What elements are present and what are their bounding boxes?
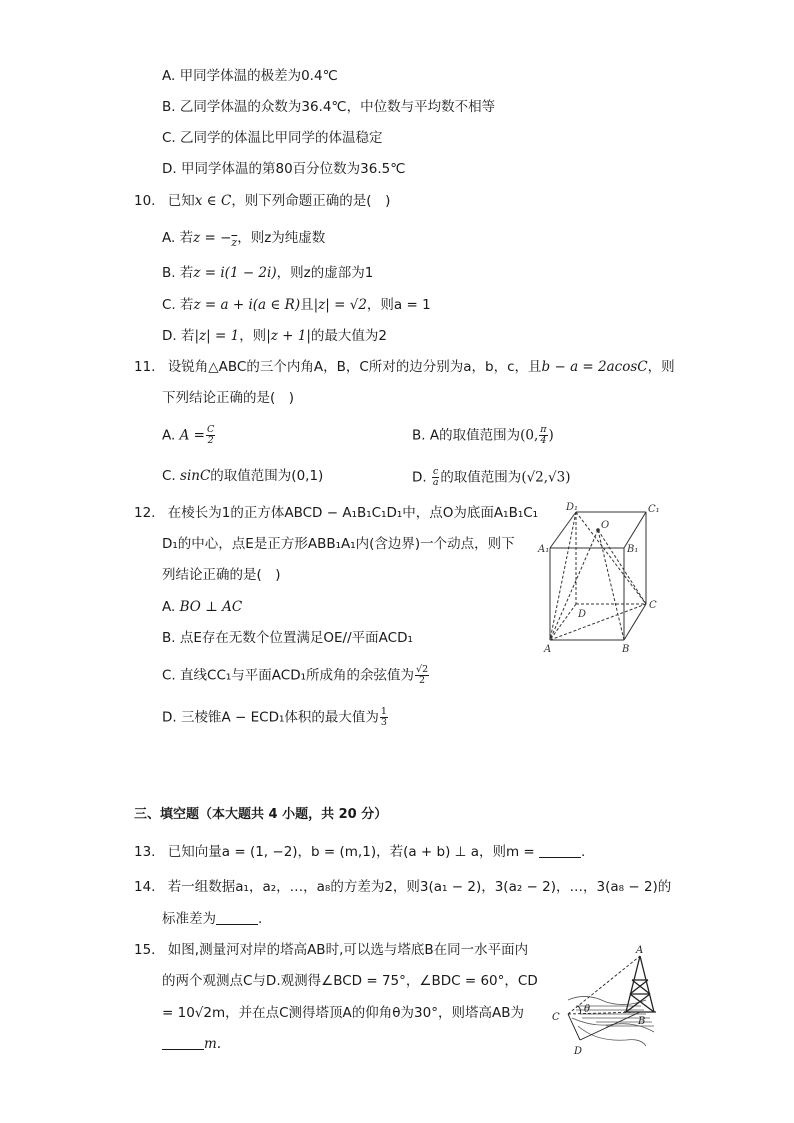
question-number: 15. (134, 942, 156, 958)
fraction: $\frac{1}{3}$ (380, 706, 387, 728)
q12-option-d: D. 三棱锥A − ECD₁体积的最大值为 $\frac{1}{3}$ (162, 706, 387, 728)
q9-option-b-text: 乙同学体温的众数为36.4℃，中位数与平均数不相等 (179, 99, 496, 115)
q12-option-a: A. BO ⊥ AC (162, 599, 243, 615)
section-heading: 三、填空题（本大题共 4 小题，共 20 分） (134, 807, 388, 822)
label-a1: A₁ (538, 544, 550, 555)
q11-option-c: C. sinC的取值范围为(0,1) (162, 468, 324, 484)
label-a: A (636, 945, 644, 956)
q9-option-c-text: 乙同学的体温比甲同学的体温稳定 (180, 130, 383, 146)
q13: 13. 已知向量a = (1, −2)，b = (m,1)，若(a + b) ⊥ a，则m = . (134, 844, 586, 860)
q15-line1: 15. 如图,测量河对岸的塔高AB时,可以选与塔底B在同一水平面内 (134, 942, 529, 958)
q9-option-a: A. 甲同学体温的极差为0.4℃ (162, 68, 338, 84)
question-number: 10. (134, 193, 156, 209)
label-b: B (622, 644, 630, 655)
q12-option-b: B. 点E存在无数个位置满足OE//平面ACD₁ (162, 630, 413, 646)
label-d1: D₁ (566, 502, 579, 513)
label-b: B (638, 1016, 646, 1027)
q15-line4: m. (162, 1035, 221, 1053)
question-number: 14. (134, 879, 156, 895)
q10-stem: 10. 已知x ∈ C，则下列命题正确的是( ) (134, 193, 391, 209)
q10-option-b: B. 若z = i(1 − 2i)，则z的虚部为1 (162, 265, 374, 281)
question-number: 12. (134, 505, 156, 521)
q10-option-c: C. 若z = a + i(a ∈ R)且|z| = √2，则a = 1 (162, 297, 431, 313)
point-o (596, 528, 600, 532)
label-c: C (649, 600, 657, 611)
question-number: 13. (134, 844, 156, 860)
q14-line1: 14. 若一组数据a₁，a₂，…，a₈的方差为2，则3(a₁ − 2)，3(a₂ − 2)，…，3(a₈ − 2)的 (134, 879, 672, 895)
q15-line3: = 10√2m，并在点C测得塔顶A的仰角θ为30°，则塔高AB为 (162, 1005, 524, 1021)
answer-blank[interactable] (539, 843, 581, 858)
fraction: $\frac{\pi}{4}$ (540, 424, 547, 446)
q12-stem-line2: D₁的中心，点E是正方形ABB₁A₁内(含边界)一个动点，则下 (162, 536, 515, 552)
q11-stem-line1: 11. 设锐角△ABC的三个内角A，B，C所对的边分别为a，b，c，且b − a = 2acosC，则 (134, 359, 675, 375)
label-c1: C₁ (648, 504, 660, 515)
conjugate-z: $\overline{z}$ (231, 236, 238, 249)
q12-stem-line1: 12. 在棱长为1的正方体ABCD − A₁B₁C₁D₁中，点O为底面A₁B₁C₁ (134, 505, 539, 521)
q11-option-b: B. A的取值范围为(0, $\frac{\pi}{4}$ ) (412, 424, 554, 446)
q9-option-a-text: 甲同学体温的极差为0.4℃ (179, 68, 338, 84)
answer-blank[interactable] (162, 1035, 204, 1050)
q11-option-a: A. A = $\frac{C}{2}$ (162, 424, 215, 446)
q9-option-d: D. 甲同学体温的第80百分位数为36.5℃ (162, 161, 406, 177)
q9-option-b: B. 乙同学体温的众数为36.4℃，中位数与平均数不相等 (162, 99, 496, 115)
label-b1: B₁ (627, 544, 639, 555)
q14-line2: 标准差为 . (162, 911, 263, 927)
q11-stem-line2: 下列结论正确的是( ) (162, 390, 295, 406)
cube-figure (536, 500, 666, 658)
q11-option-d: D. $\frac{c}{a}$ 的取值范围为(√2,√3) (412, 466, 571, 488)
fraction: $\frac{√2}{2}$ (416, 664, 429, 686)
question-number: 11. (134, 359, 156, 375)
q15-line2: 的两个观测点C与D.观测得∠BCD = 75°，∠BDC = 60°，CD (162, 973, 538, 989)
label-theta: θ (584, 1004, 591, 1015)
q9-option-d-text: 甲同学体温的第80百分位数为36.5℃ (180, 161, 406, 177)
label-o: O (601, 520, 610, 531)
fraction: $\frac{C}{2}$ (206, 424, 215, 446)
q12-option-c: C. 直线CC₁与平面ACD₁所成角的余弦值为 $\frac{√2}{2}$ (162, 664, 429, 686)
label-a: A (544, 644, 552, 655)
label-d: D (574, 1046, 583, 1057)
tower-figure (546, 942, 666, 1062)
label-c: C (552, 1012, 560, 1023)
q12-stem-line3: 列结论正确的是( ) (162, 567, 281, 583)
fraction: $\frac{c}{a}$ (432, 466, 439, 488)
q10-option-a: A. 若$z = -\overline{z}$，则z为纯虚数 (162, 229, 325, 252)
answer-blank[interactable] (216, 910, 258, 925)
q10-option-d: D. 若|z| = 1，则|z + 1|的最大值为2 (162, 328, 387, 344)
label-d: D (578, 609, 587, 620)
q9-option-c: C. 乙同学的体温比甲同学的体温稳定 (162, 130, 383, 146)
